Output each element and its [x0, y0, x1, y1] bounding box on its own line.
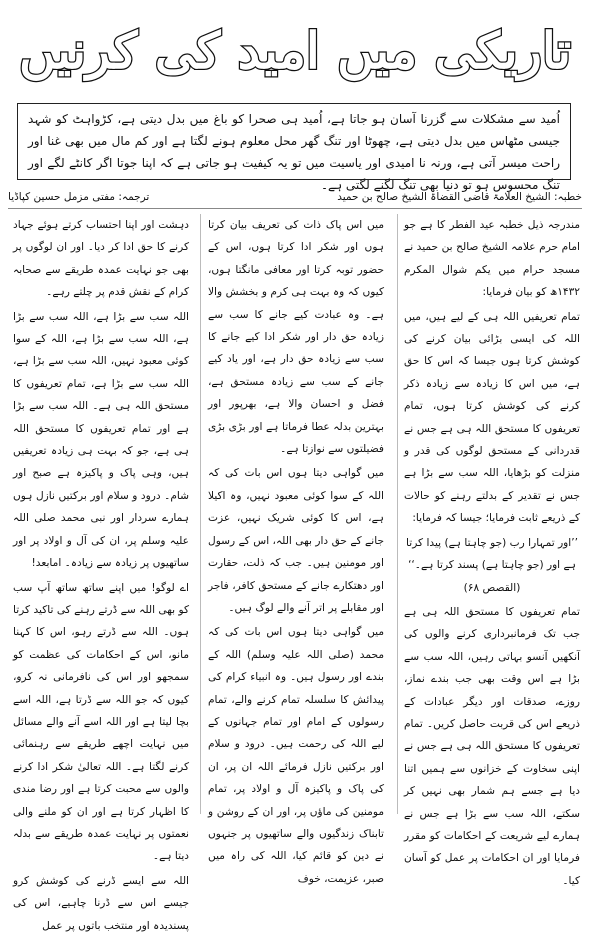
intro-text: اُمید سے مشکلات سے گزرنا آسان ہو جاتا ہے، اُمید ہی صحرا کو باغ میں بدل دیتی ہے، کڑواہٹ کو شہد جیسی مٹھاس میں بدل دیتی ہے، چھوٹا اور تنگ گھر محل معلوم ہونے لگتا ہے اور کم مال میں بھی غنا اور راحت میسر آتی ہے، ورنہ نا امیدی اور یاسیت میں تو یہ کیفیت ہو جاتی ہے کہ اپنا جوتا اگر کانٹے لگے اور تنگ محسوس ہو تو دنیا بھی تنگ لگنے لگتی ہے۔ [28, 112, 560, 192]
column-right [404, 214, 580, 887]
speaker-credit: خطبہ: الشیخ العلامۃ قاضی القضاۃ الشیخ صالح بن حمید [337, 191, 582, 203]
intro-box [17, 103, 571, 192]
paragraph: میں گواہی دیتا ہوں اس بات کی کہ اللہ کے سوا کوئی معبود نہیں، وہ اکیلا ہے، اس کا کوئی شریک نہیں، عزت جانے کے حق دار بھی اللہ، اس کے رسول اور مومنین ہیں۔ جب کہ ذلت، حقارت اور دھتکارے جانے کے مستحق کافر، فاجر اور مقابلے پر اتر آنے والے لوگ ہیں۔ [208, 467, 384, 614]
credits-line [8, 186, 582, 209]
quran-quote: ’’اور تمہارا رب (جو چاہتا ہے) پیدا کرتا ہے اور (جو چاہتا ہے) پسند کرتا ہے۔‘‘ (القصص ۶۸) [406, 536, 578, 594]
paragraph: اے لوگو! میں اپنے ساتھ ساتھ آپ سب کو بھی اللہ سے ڈرتے رہنے کی تاکید کرتا ہوں۔ اللہ سے ڈرتے رہو، اس کا کہنا مانو، اس کے احکامات کی عظمت کو سمجھو اور اس کی نافرمانی نہ کرو، کیوں کہ جو اللہ سے ڈرتا ہے، اللہ اسے بچا لیتا ہے اور اللہ اسے آنے والے مسائل میں نہایت اچھے طریقے سے رہنمائی کرنے لگتا ہے۔ اللہ تعالیٰ شکر ادا کرنے والوں سے محبت کرتا ہے اور رضا مندی کا اظہار کرتا ہے اور ان کو ملنے والی نعمتوں پر نہایت عمدہ طریقے سے بدلہ دیتا ہے۔ [13, 581, 189, 863]
column-left [13, 214, 189, 932]
paragraph: میں اس پاک ذات کی تعریف بیان کرتا ہوں اور شکر ادا کرتا ہوں، اس کے حضور توبہ کرتا اور معافی مانگتا ہوں، کیوں کہ وہ بہت ہی کرم و بخشش والا ہے۔ وہ عبادت کیے جانے کا سب سے زیادہ حق دار اور شکر ادا کیے جانے کا سب سے زیادہ حق دار ہے، اور یاد کیے جانے کے سب سے زیادہ مستحق ہے، فضل و احسان والا ہے، بھرپور اور بہترین بدلہ عطا فرماتا ہے اور بڑی بڑی فضیلتوں سے نوازتا ہے۔ [208, 219, 384, 456]
article-title: تاریکی میں امید کی کرنیں [18, 21, 571, 80]
paragraph: دہشت اور اپنا احتساب کرتے ہوئے جہاد کرنے کا حق ادا کر دیا۔ اور ان لوگوں پر بھی جو نہایت عمدہ طریقے سے صحابہ کرام کے نقش قدم پر چلتے رہے۔ [13, 219, 189, 299]
column-divider [397, 214, 398, 814]
paragraph: تمام تعریفیں اللہ ہی کے لیے ہیں، میں اللہ کی ایسی بڑائی بیان کرنے کی کوشش کرتا ہوں جیسا کہ اس کا حق ہے، میں اس کا زیادہ سے زیادہ ذکر کرنے کی کوشش کرتا ہوں، تمام تعریفوں کا مستحق اللہ ہی ہے جس نے قدردانی کے مستحق لوگوں کی قدر و منزلت کو بڑھایا، اللہ سب سے بڑا ہے جس نے تقدیر کے بدلتے رہنے کو حالات کے ذریعے ثابت فرمایا؛ جیسا کہ فرمایا: [404, 310, 580, 525]
paragraph: اللہ سے ایسے ڈرنے کی کوشش کرو جیسے اس سے ڈرنا چاہیے، اس کی پسندیدہ اور منتخب باتوں پر عمل [13, 874, 189, 932]
paragraph: مندرجہ ذیل خطبہ عید الفطر کا ہے جو امام حرم علامہ الشیخ صالح بن حمید نے مسجد حرام میں یکم شوال المکرم ۱۴۳۲ھ کو بیان فرمایا: [404, 219, 580, 299]
paragraph: اللہ سب سے بڑا ہے، اللہ سب سے بڑا ہے، اللہ سب سے بڑا ہے، اللہ کے سوا کوئی معبود نہیں، اللہ سب سے بڑا ہے، اللہ سب سے بڑا ہے، تمام تعریفوں کا مستحق اللہ ہی ہے۔ اللہ سب سے بڑا ہے اور تمام تعریفوں کا مستحق اللہ ہی ہے، جو کہ بہت ہی زیادہ تعریفیں ہیں، وہی پاک و پاکیزہ ہے صبح اور شام۔ درود و سلام اور برکتیں نازل ہوں ہمارے سردار اور نبی محمد صلی اللہ علیہ وسلم پر، ان کی آل و اولاد پر اور ساتھیوں پر زیادہ سے زیادہ۔ امابعد! [13, 310, 189, 570]
column-divider [200, 214, 201, 814]
paragraph: تمام تعریفوں کا مستحق اللہ ہی ہے جب تک فرمانبرداری کرنے والوں کی آنکھیں آنسو بہاتی رہیں، اللہ سب سے بڑا ہے اس وقت بھی جب بندے نماز، روزے، صدقات اور دیگر عبادات کے ذریعے اس کی قربت حاصل کریں۔ تمام تعریفوں کا مستحق اللہ ہی ہے جس نے اپنی سخاوت کے خزانوں سے ہمیں اتنا دیا ہے جسے ہم شمار بھی نہیں کر سکتے، اللہ سب سے بڑا ہے جس نے ہمارے لیے شریعت کے احکامات کو مقرر فرمایا اور ان احکامات پر عمل کو آسان کیا۔ [404, 605, 580, 887]
column-middle [208, 214, 384, 885]
paragraph: میں گواہی دیتا ہوں اس بات کی کہ محمد (صلی اللہ علیہ وسلم) اللہ کے بندے اور رسول ہیں۔ وہ انبیاء کرام کی پیدائش کا سلسلہ تمام کرنے والے، تمام رسولوں کے امام اور تمام جہانوں کے لیے اللہ کی رحمت ہیں۔ درود و سلام اور برکتیں نازل فرمائے اللہ ان پر، ان کی پاک و پاکیزہ آل و اولاد پر، تمام مومنین کی ماؤں پر، اور ان کے روشن و تابناک زندگیوں والے ساتھیوں پر جنہوں نے دین کو قائم کیا، اللہ کی راہ میں صبر، عزیمت، خوف [208, 626, 384, 885]
translator-credit: ترجمہ: مفتی مزمل حسین کپاڈیا [8, 191, 150, 203]
